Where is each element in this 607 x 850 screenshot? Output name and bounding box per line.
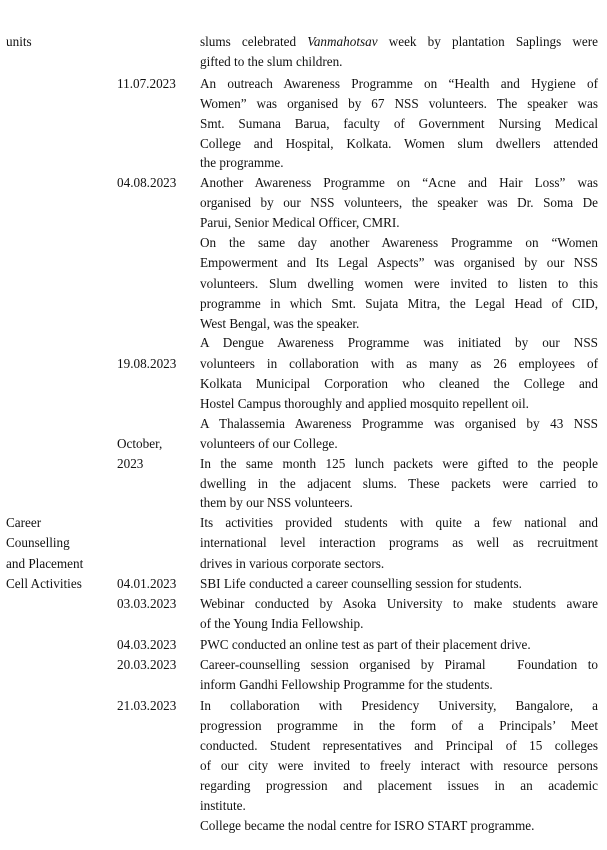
entry-text-line: institute. bbox=[200, 798, 246, 813]
entry-date: 21.03.2023 bbox=[117, 698, 177, 713]
entry-date: 04.01.2023 bbox=[117, 576, 177, 591]
entry-text-line: In the same month 125 lunch packets were gifted to the people bbox=[200, 456, 598, 471]
entry-date: 11.07.2023 bbox=[117, 76, 176, 91]
entry-text-line: conducted. Student representatives and Principal of 15 colleges bbox=[200, 738, 598, 753]
entry-text-line: Its activities provided students with quite a few national and bbox=[200, 515, 598, 530]
section-label-career: and Placement bbox=[6, 556, 84, 571]
entry-text-line: Empowerment and Its Legal Aspects” was organised by our NSS bbox=[200, 255, 598, 270]
section-label-career: Career bbox=[6, 515, 42, 530]
entry-text-line: In collaboration with Presidency University, Bangalore, a bbox=[200, 698, 598, 713]
entry-text-line: of our city were invited to freely interact with resource persons bbox=[200, 758, 598, 773]
entry-text-line: slums celebrated Vanmahotsav week by plantation Saplings were bbox=[200, 34, 599, 49]
entry-text-line: regarding progression and placement issues in an academic bbox=[200, 778, 598, 793]
entry-text-line: Kolkata Municipal Corporation who cleaned the College and bbox=[200, 376, 598, 391]
entry-text-line: West Bengal, was the speaker. bbox=[200, 316, 360, 331]
entry-text-line: progression programme in the form of a Principals’ Meet bbox=[200, 718, 598, 733]
entry-text-line: College became the nodal centre for ISRO START programme. bbox=[200, 818, 535, 833]
entry-text-line: Another Awareness Programme on “Acne and Hair Loss” was bbox=[200, 175, 598, 190]
entry-text-line: dwelling in the adjacent slums. These packets were carried to bbox=[200, 476, 598, 491]
entry-text-line: SBI Life conducted a career counselling session for students. bbox=[200, 576, 522, 591]
entry-text-line: volunteers. Slum dwelling women were invited to listen to this bbox=[200, 276, 598, 291]
entry-text-line: A Dengue Awareness Programme was initiated by our NSS bbox=[200, 335, 598, 350]
entry-text-line: Smt. Sumana Barua, faculty of Government Nursing Medical bbox=[200, 116, 598, 131]
entry-text-line: organised by our NSS volunteers, the speaker was Dr. Soma De bbox=[200, 195, 598, 210]
entry-text-line: PWC conducted an online test as part of their placement drive. bbox=[200, 637, 531, 652]
entry-text-line: College and Hospital, Kolkata. Women slum dwellers attended bbox=[200, 136, 598, 151]
entry-text-line: An outreach Awareness Programme on “Health and Hygiene of bbox=[200, 76, 598, 91]
entry-text-line: them by our NSS volunteers. bbox=[200, 495, 353, 510]
section-label-career: Counselling bbox=[6, 535, 70, 550]
entry-text-line: of the Young India Fellowship. bbox=[200, 616, 364, 631]
entry-text-line: Parui, Senior Medical Officer, CMRI. bbox=[200, 215, 400, 230]
entry-text-line: Hostel Campus thoroughly and applied mosquito repellent oil. bbox=[200, 396, 529, 411]
entry-text-line: A Thalassemia Awareness Programme was organised by 43 NSS bbox=[200, 416, 598, 431]
entry-text-line: volunteers of our College. bbox=[200, 436, 338, 451]
entry-text-line: drives in various corporate sectors. bbox=[200, 556, 385, 571]
entry-text-line: Webinar conducted by Asoka University to make students aware bbox=[200, 596, 598, 611]
entry-text-line: Career-counselling session organised by Piramal Foundation to bbox=[200, 657, 598, 672]
section-label-units: units bbox=[6, 34, 32, 49]
entry-text-line: Women” was organised by 67 NSS volunteers. The speaker was bbox=[200, 96, 598, 111]
entry-text-line: programme in which Smt. Sujata Mitra, the Legal Head of CID, bbox=[200, 296, 598, 311]
entry-text-line: inform Gandhi Fellowship Programme for the students. bbox=[200, 677, 493, 692]
section-label-career: Cell Activities bbox=[6, 576, 82, 591]
entry-text-line: the programme. bbox=[200, 155, 284, 170]
entry-date: 04.08.2023 bbox=[117, 175, 177, 190]
entry-text-line: On the same day another Awareness Programme on “Women bbox=[200, 235, 598, 250]
entry-date: 2023 bbox=[117, 456, 144, 471]
entry-date: 20.03.2023 bbox=[117, 657, 177, 672]
entry-date: 03.03.2023 bbox=[117, 596, 177, 611]
entry-date: 04.03.2023 bbox=[117, 637, 177, 652]
entry-date: October, bbox=[117, 436, 163, 451]
entry-date: 19.08.2023 bbox=[117, 356, 177, 371]
entry-text-line: volunteers in collaboration with as many as 26 employees of bbox=[200, 356, 598, 371]
entry-text-line: gifted to the slum children. bbox=[200, 54, 343, 69]
entry-text-line: international level interaction programs as well as recruitment bbox=[200, 535, 598, 550]
